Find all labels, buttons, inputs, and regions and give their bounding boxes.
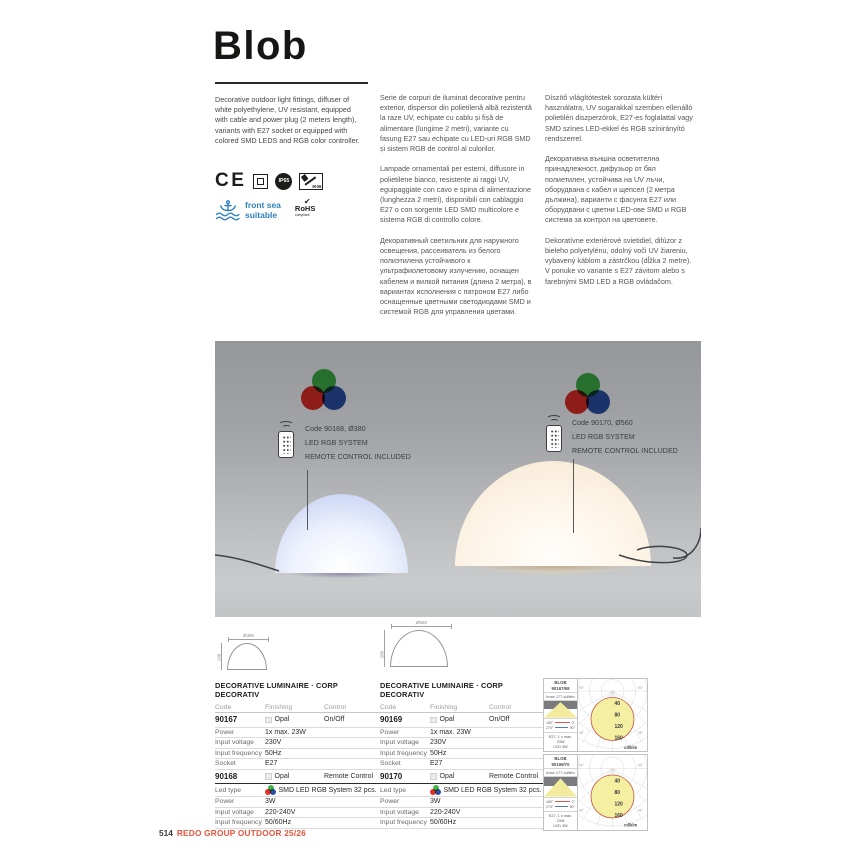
leader-line [573, 459, 574, 533]
front-sea-suitable-logo [215, 200, 281, 221]
ik-rating-label: IK06 [312, 183, 322, 189]
check-icon: ✔ [303, 197, 311, 206]
product-remote-note: REMOTE CONTROL INCLUDED [305, 454, 411, 461]
table-header-row: Code Finishing Control [380, 702, 548, 713]
description-column-en [215, 95, 365, 156]
spec-row: Socket E27 [215, 759, 383, 770]
blue-circle [586, 390, 610, 414]
c-plane-blue-line [555, 727, 568, 728]
svg-text:160: 160 [614, 735, 623, 742]
svg-text:80: 80 [614, 790, 621, 796]
description-column-mid [380, 93, 532, 327]
beam-diagram [544, 701, 577, 718]
power-cables [215, 341, 701, 617]
blue-circle [322, 386, 346, 410]
rgb-led-icon [430, 785, 441, 795]
opal-swatch [265, 773, 272, 780]
svg-text:80: 80 [614, 712, 621, 719]
product-row [380, 713, 548, 728]
product-code: 90167 [215, 715, 238, 725]
product-annotation-left [305, 423, 411, 465]
certification-icons [215, 170, 380, 221]
svg-text:cd/klm: cd/klm [624, 745, 638, 750]
photometric-card-1 [543, 678, 648, 752]
cert-row-1 [215, 170, 380, 192]
spec-row: Power 1x max. 23W [215, 728, 383, 739]
product-row [215, 770, 383, 785]
opal-swatch [430, 717, 437, 724]
description-it: Lampade ornamentali per esterni, diffusore in polietilene bianco, resistente ai raggi UV, eguipaggiate con cavo e spina di alimentazione (lunghezza 2 metri), disponibili con cablaggio E27 o con sorgente LED SMD multicolore e sistema RGB di controllo colore. [380, 164, 532, 225]
rgb-color-icon [565, 373, 611, 417]
product-photo [215, 341, 701, 617]
ce-mark-icon: CE [215, 170, 247, 191]
photometric-card-2 [543, 754, 648, 831]
svg-text:160: 160 [614, 813, 623, 819]
dome-outline [227, 643, 267, 670]
led-type-row: Led type SMD LED RGB System 32 pcs. [380, 784, 548, 797]
imax-value: Imax 177 cd/klm [544, 693, 577, 701]
spec-row: Power 1x max. 23W [380, 728, 548, 739]
plane-legend: 180° 0° 270° 90° [544, 719, 577, 733]
spec-row: Input voltage 220-240V [215, 808, 383, 819]
beam-diagram [544, 777, 577, 797]
control-value: Remote Control [324, 772, 374, 780]
svg-text:45°: 45° [638, 731, 643, 735]
spec-row: Input voltage 230V [380, 738, 548, 749]
product-remote-note: REMOTE CONTROL INCLUDED [572, 448, 678, 455]
rohs-compliant-label: compliant [294, 213, 310, 217]
control-value: On/Off [324, 716, 345, 724]
spec-table-1 [215, 681, 383, 829]
c-plane-red-line [555, 801, 570, 802]
remote-control-icon [543, 415, 565, 452]
imax-value: Imax 177 cd/klm [544, 769, 577, 777]
product-system: LED RGB SYSTEM [305, 440, 368, 447]
product-system: LED RGB SYSTEM [572, 434, 635, 441]
spec-row: Socket E27 [380, 759, 548, 770]
rohs-label: RoHS [294, 204, 316, 213]
product-row [215, 713, 383, 728]
dimension-line [391, 626, 452, 627]
product-code: 90169 [380, 715, 403, 725]
spec-row: Input frequency 50Hz [215, 749, 383, 760]
dimension-drawing-small [216, 633, 269, 670]
product-code: Code 90170, Ø560 [572, 420, 633, 427]
product-annotation-right [572, 417, 678, 459]
photometric-title: BLOB 90167/68 [544, 679, 577, 693]
table-title: DECORATIVE LUMINAIRE · CORP DECORATIV [380, 681, 503, 699]
anchor-waves-icon [215, 200, 241, 221]
spec-row: Input frequency 50Hz [380, 749, 548, 760]
leader-line [307, 470, 308, 530]
product-row [380, 770, 548, 785]
svg-text:90°: 90° [579, 686, 584, 690]
dimension-drawing-large [379, 620, 452, 667]
remote-control-icon [275, 421, 297, 458]
plane-legend: 180° 0° 270° 90° [544, 798, 577, 812]
ik-rating-icon [299, 173, 323, 190]
diameter-label: Ø560 [415, 620, 427, 625]
page-title: Blob [213, 24, 308, 68]
led-type-value: SMD LED RGB System 32 pcs. [278, 786, 377, 794]
rgb-color-icon [301, 369, 347, 413]
lamp-info: E27, 1 x max. 23W LED 3W [548, 813, 573, 828]
table-title: DECORATIVE LUMINAIRE · CORP DECORATIV [215, 681, 338, 699]
page-number: 514 [159, 828, 173, 838]
finishing-value: Opal [274, 716, 290, 724]
spec-row: Power 3W [380, 797, 548, 808]
spec-row: Input voltage 220-240V [380, 808, 548, 819]
height-label: 280 [379, 650, 385, 659]
front-sea-suitable-label: front sea suitable [245, 200, 281, 220]
c-plane-blue-line [555, 806, 568, 807]
opal-swatch [265, 717, 272, 724]
spec-row: Input voltage 230V [215, 738, 383, 749]
finishing-value: Opal [274, 772, 290, 780]
rgb-led-icon [265, 785, 276, 795]
description-sk: Dekoratívne exteriérové svietidiel, difúzor z bieleho polyetylénu, odolný voči UV žiareniu, vybavený káblom a zástrčkou (dĺžka 2 metre). V ponuke vo variante s E27 závitom alebo s farebnými SMD LED a RGB ovládačom. [545, 235, 692, 286]
spec-row: Input frequency 50/60Hz [215, 818, 383, 829]
svg-text:40: 40 [614, 701, 621, 707]
page-footer [159, 828, 306, 838]
svg-text:120: 120 [614, 801, 623, 808]
product-code: 90168 [215, 771, 238, 781]
brand-footer: REDO GROUP OUTDOOR 25/26 [176, 828, 306, 838]
dimension-line [228, 639, 269, 640]
lamp-info: E27, 1 x max. 23W LED 3W [548, 734, 573, 749]
product-code: 90170 [380, 771, 403, 781]
class-ii-icon [253, 174, 268, 189]
height-label: 190 [216, 653, 222, 662]
description-bg: Декоративна външна осветителна принадлежност, дифузьор от бял полиетилен, устойчива на UV лъчи, оборудвана с кабел и щепсел (2 метра дължина), варианти с фасунга E27 или оборудвани с цветни LED-ове SMD и RGB система за контрол на цветовете. [545, 154, 687, 225]
light-distribution-curve [591, 698, 634, 741]
description-ru: Декоративный светильник для наружного освещения, рассеиватель из белого полиэтилена устойчивого к ультрафиолетовому излучению, оснащен кабелем и вилкой питания (длина 2 метра), в вариантах исполнения с патроном E27 либо оснащенные цветными светодиодами SMD и системой RGB для управления цветами. [380, 235, 532, 317]
rohs-logo [294, 197, 316, 217]
spec-table-2 [380, 681, 548, 829]
spec-row: Power 3W [215, 797, 383, 808]
led-type-row: Led type SMD LED RGB System 32 pcs. [215, 784, 383, 797]
svg-text:120: 120 [614, 724, 623, 730]
control-value: Remote Control [489, 772, 539, 780]
c-plane-red-line [555, 722, 570, 723]
finishing-value: Opal [439, 716, 455, 724]
svg-text:90°: 90° [638, 686, 643, 690]
control-value: On/Off [489, 716, 510, 724]
spec-row: Input frequency 50/60Hz [380, 818, 548, 829]
svg-text:45°: 45° [579, 808, 584, 813]
diameter-label: Ø380 [242, 633, 254, 638]
svg-text:90°: 90° [579, 763, 584, 768]
ip65-badge: IP65 [275, 173, 292, 190]
description-ro: Serie de corpuri de iluminat decorative pentru exterior, dispersor din polietilenă albă rezistentă la raze UV, echipate cu cablu și fișă de alimentare (lungime 2 metri), variante cu fasung E27 sau echipate cu LED-uri RGB SMD și sistem RGB de control al culorilor. [380, 93, 532, 154]
description-hu: Díszítő világítótestek sorozata kültéri használatra, UV sugarakkal szemben ellenálló polietilén diszperzórok, E27-es foglalattal vagy SMD színes LED-ekkel és RGB színirányító rendszerrel. [545, 93, 693, 143]
svg-text:cd/klm: cd/klm [624, 822, 638, 828]
polar-diagram [578, 755, 647, 830]
opal-swatch [430, 773, 437, 780]
svg-text:45°: 45° [638, 808, 643, 813]
svg-text:45°: 45° [579, 731, 584, 735]
led-type-value: SMD LED RGB System 32 pcs. [443, 786, 542, 794]
dome-outline [390, 630, 448, 667]
light-distribution-curve [591, 775, 634, 818]
description-en: Decorative outdoor light fittings, diffuser of white polyethylene, UV resistant, equipped with cable and power plug (2 meters length), variants with E27 socket or equipped with colored SMD LEDS and RGB color controller. [215, 95, 360, 145]
svg-text:40: 40 [614, 778, 621, 785]
table-header-row: Code Finishing Control [215, 702, 383, 713]
finishing-value: Opal [439, 772, 455, 780]
title-divider [215, 82, 368, 84]
cert-row-2 [215, 197, 380, 221]
svg-text:90°: 90° [638, 763, 643, 768]
product-code: Code 90168, Ø380 [305, 426, 366, 433]
polar-diagram [578, 679, 647, 751]
photometric-title: BLOB 90169/70 [544, 755, 577, 769]
description-column-right [545, 93, 697, 297]
